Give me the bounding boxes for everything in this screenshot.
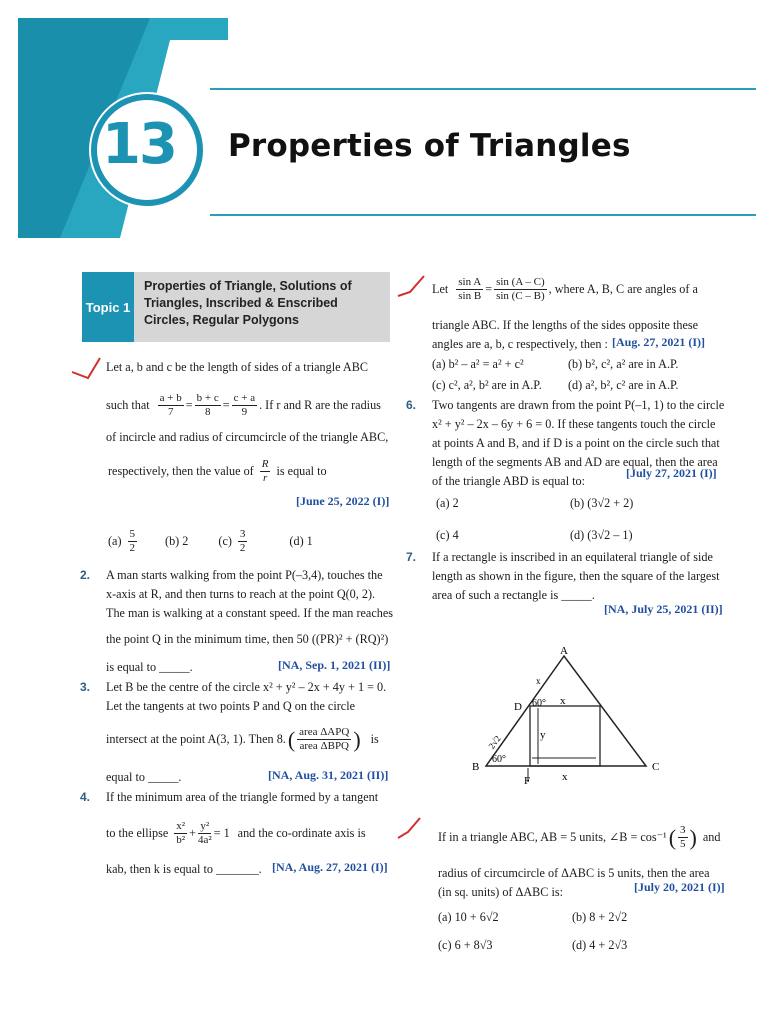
q1-line1: Let a, b and c be the length of sides of a triangle ABC xyxy=(106,360,368,374)
fig-label-B: B xyxy=(472,761,480,773)
q1-such-that: such that xyxy=(106,398,150,412)
q5-angles-text: , where A, B, C are angles of a xyxy=(548,282,698,296)
q4-line1: If the minimum area of the triangle formed by a tangent xyxy=(106,790,379,804)
q3-is: is xyxy=(370,732,379,746)
q7-line1: If a rectangle is inscribed in an equilateral triangle of side xyxy=(432,550,713,564)
q2-number: 2. xyxy=(80,568,91,582)
q8-and: and xyxy=(702,830,721,844)
q5-opt-a: (a) b² – a² = a² + c² xyxy=(432,357,524,371)
q5-opt-d: (d) a², b², c² are in A.P. xyxy=(568,378,679,392)
fig-label-side: 2√2 xyxy=(486,733,503,751)
q8-line1: If in a triangle ABC, AB = 5 units, ∠B = cos⁻¹ ( $\frac{3}{5}$ ) and xyxy=(438,824,721,850)
q6-opt-d: (d) (3√2 – 1) xyxy=(570,528,633,542)
q8-text-a: If in a triangle ABC, AB = 5 units, ∠B = cos⁻¹ xyxy=(438,830,667,844)
q5-source: [Aug. 27, 2021 (I)] xyxy=(612,335,705,349)
q7-source: [NA, July 25, 2021 (II)] xyxy=(604,602,723,616)
q4-line3: kab, then k is equal to _______. xyxy=(106,862,262,876)
q2-source: [NA, Sep. 1, 2021 (II)] xyxy=(278,658,391,672)
fig-label-angle-bottom: 60° xyxy=(492,754,506,765)
fig-label-x-bottom: x xyxy=(562,771,568,783)
q1-opt-a: (a) xyxy=(108,534,122,548)
q6-opt-c: (c) 4 xyxy=(436,528,459,542)
q1-opt-b: (b) 2 xyxy=(165,534,189,548)
q6-line5: of the triangle ABD is equal to: xyxy=(432,474,585,488)
q6-opt-a: (a) 2 xyxy=(436,496,459,510)
chapter-number: 13 xyxy=(102,112,176,177)
q8-opt-c: (c) 6 + 8√3 xyxy=(438,938,493,952)
topic-title: Properties of Triangle, Solutions of Triangles, Inscribed & Enscribed Circles, Regular Polygons xyxy=(144,279,352,327)
q1-respectively: respectively, then the value of xyxy=(108,464,254,478)
q5-opt-c: (c) c², a², b² are in A.P. xyxy=(432,378,542,392)
q1-radius-text: . If r and R are the radius xyxy=(259,398,381,412)
q1-frac2: $\frac{b + c}{8}$ xyxy=(196,392,219,418)
chapter-title: Properties of Triangles xyxy=(228,128,631,164)
fig-label-A: A xyxy=(560,646,568,657)
q1-frac3: $\frac{c + a}{9}$ xyxy=(233,392,256,418)
q1-line3: of incircle and radius of circumcircle of the triangle ABC, xyxy=(106,430,389,444)
q3-line4: equal to _____. xyxy=(106,770,182,784)
q3-line3: intersect at the point A(3, 1). Then 8. ( $\frac{\text{area ΔAPQ}}{\text{area ΔBPQ}}$ ) is xyxy=(106,726,379,752)
q4-ellipse-text: to the ellipse xyxy=(106,826,169,840)
q1-opt-d: (d) 1 xyxy=(289,534,313,548)
q5-line2: triangle ABC. If the lengths of the sides opposite these xyxy=(432,318,699,332)
q3-number: 3. xyxy=(80,680,91,694)
fig-label-x-slant: x xyxy=(536,676,541,686)
fig-label-F: F xyxy=(524,775,531,786)
q4-line2: to the ellipse $\frac{\text{x²}}{\text{b²}}$ + $\frac{\text{y²}}{\text{4a²}}$ = 1 and the co-ordinate axis is xyxy=(106,820,366,846)
q6-line1: Two tangents are drawn from the point P(–1, 1) to the circle xyxy=(432,398,725,412)
q8-opt-a: (a) 10 + 6√2 xyxy=(438,910,499,924)
q7-number: 7. xyxy=(406,550,417,564)
q2-line5: is equal to _____. xyxy=(106,660,193,674)
q1-line4 xyxy=(108,458,327,485)
q1-frac1: $\frac{a + b}{7}$ xyxy=(159,392,182,418)
q1-opt-c: (c) xyxy=(218,534,232,548)
q5-let: Let xyxy=(432,282,449,296)
q7-line2: length as shown in the figure, then the square of the largest xyxy=(432,569,720,583)
q7-line3: area of such a rectangle is _____. xyxy=(432,588,595,602)
q6-line2: x² + y² – 2x – 6y + 6 = 0. If these tangents touch the circle xyxy=(432,417,716,431)
q1-options: (a) $\frac{5}{2}$ (b) 2 (c) $\frac{3}{2}$ (d) 1 xyxy=(108,528,313,554)
q3-line1: Let B be the centre of the circle x² + y² – 2x + 4y + 1 = 0. xyxy=(106,680,387,694)
q4-number: 4. xyxy=(80,790,91,804)
fig-label-x-top: x xyxy=(560,695,566,707)
fig-label-C: C xyxy=(652,761,660,773)
q5-line3: angles are a, b, c respectively, then : xyxy=(432,337,608,351)
q7-triangle-figure xyxy=(466,646,696,786)
q2-line1: A man starts walking from the point P(–3,4), touches the xyxy=(106,568,383,582)
q8-opt-b: (b) 8 + 2√2 xyxy=(572,910,628,924)
q3-source: [NA, Aug. 31, 2021 (II)] xyxy=(268,768,389,782)
q2-line2: x-axis at R, and then turns to reach at the point Q(0, 2). xyxy=(106,587,376,601)
q6-number: 6. xyxy=(406,398,417,412)
q8-line2: radius of circumcircle of ΔABC is 5 units, then the area xyxy=(438,866,710,880)
q8-line3: (in sq. units) of ΔABC is: xyxy=(438,885,563,899)
q3-frac-den: area ΔBPQ xyxy=(299,740,350,752)
q5-line1: Let $\frac{\text{sin A}}{\text{sin B}}$ = $\frac{\sin (A - C)}{\sin (C - B)}$ , where A, B, C are angles of a xyxy=(432,276,698,302)
q1-line2: such that $\frac{a + b}{7}$ = $\frac{b + c}{8}$ = $\frac{c + a}{9}$ . If r and R are the radius xyxy=(106,392,381,418)
q4-coaxis-text: and the co-ordinate axis is xyxy=(237,826,366,840)
q6-line4: length of the segments AB and AD are equal, then the area xyxy=(432,455,718,469)
q3-intersect-text: intersect at the point A(3, 1). Then 8. xyxy=(106,732,286,746)
fig-label-D: D xyxy=(514,701,522,713)
q6-opt-b: (b) (3√2 + 2) xyxy=(570,496,634,510)
q1-is-equal: is equal to xyxy=(276,464,327,478)
q3-line2: Let the tangents at two points P and Q on the circle xyxy=(106,699,355,713)
topic-tab: Topic 1 xyxy=(82,272,134,342)
fig-label-angle-top: 60° xyxy=(532,698,546,709)
q3-frac-num: area ΔAPQ xyxy=(299,726,350,738)
q8-source: [July 20, 2021 (I)] xyxy=(634,880,725,894)
q2-line4: the point Q in the minimum time, then 50 ((PR)² + (RQ)²) xyxy=(106,632,389,646)
q1-source: [June 25, 2022 (I)] xyxy=(296,494,390,508)
q2-line3: The man is walking at a constant speed. If the man reaches xyxy=(106,606,393,620)
q6-line3: at points A and B, and if D is a point on the circle such that xyxy=(432,436,720,450)
fig-label-y: y xyxy=(540,729,546,741)
q6-source: [July 27, 2021 (I)] xyxy=(626,466,717,480)
q5-opt-b: (b) b², c², a² are in A.P. xyxy=(568,357,679,371)
q1-frac-Rr: $\frac{R}{r}$ xyxy=(261,458,269,484)
q4-source: [NA, Aug. 27, 2021 (I)] xyxy=(272,860,388,874)
q8-opt-d: (d) 4 + 2√3 xyxy=(572,938,628,952)
